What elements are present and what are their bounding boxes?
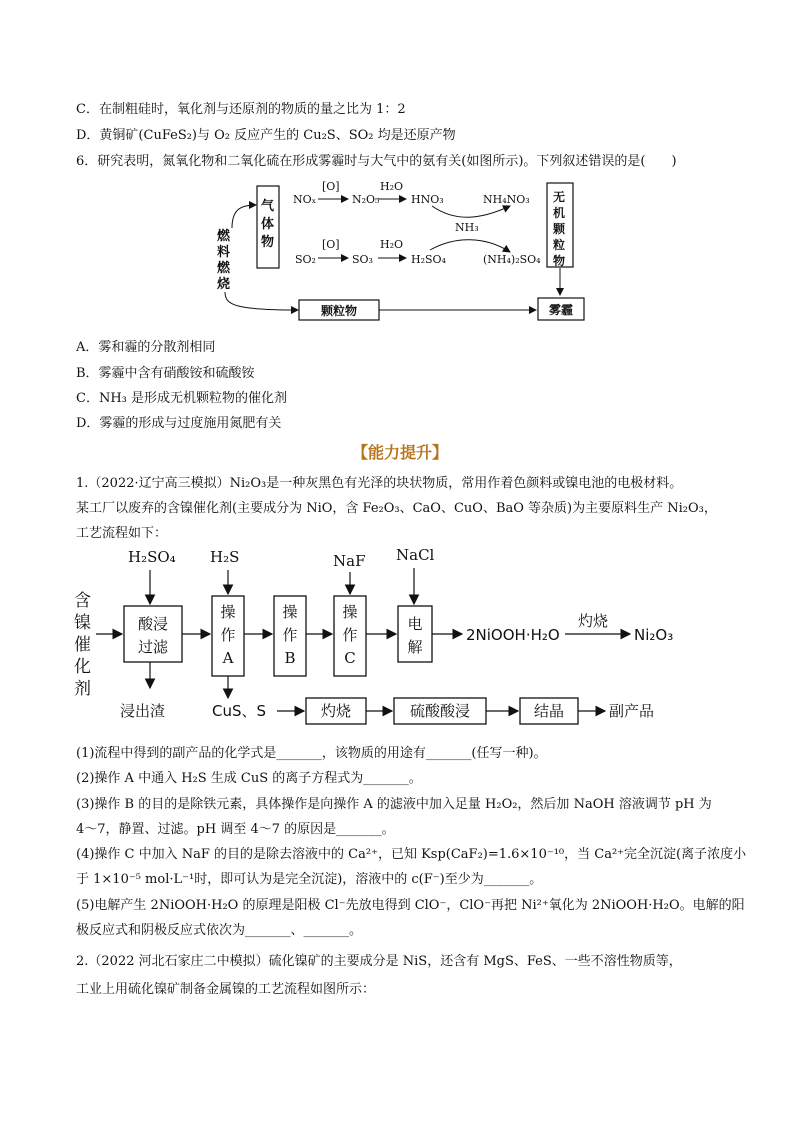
svg-text:催: 催 <box>74 635 91 655</box>
particle-box <box>299 300 379 320</box>
row2-h2o-label: H₂O <box>380 238 404 251</box>
box-operation-c <box>334 596 366 676</box>
q1-part4-line2: 于 1×10⁻⁵ mol·L⁻¹时，即可认为是完全沉淀)，溶液中的 c(F⁻)至少为_______。 <box>76 872 543 887</box>
row1-hno3: HNO₃ <box>411 193 444 206</box>
svg-text:物: 物 <box>553 254 566 268</box>
particle-label: 颗粒物 <box>320 304 358 318</box>
svg-text:剂: 剂 <box>74 679 91 699</box>
byproduct-label: 副产品 <box>609 702 655 720</box>
nh3-label: NH₃ <box>455 221 479 234</box>
svg-text:C: C <box>344 649 356 667</box>
svg-text:B: B <box>284 649 296 667</box>
q1-part5-line2: 极反应式和阴极反应式依次为_______、_______。 <box>76 923 363 938</box>
svg-text:过滤: 过滤 <box>137 638 169 656</box>
fuel-combustion-label <box>216 229 231 292</box>
nh3-curve-arrow <box>430 240 510 252</box>
feed-label <box>74 591 91 699</box>
svg-text:操: 操 <box>282 603 298 621</box>
svg-text:机: 机 <box>553 206 566 220</box>
q6-option-c: C．NH₃ 是形成无机颗粒物的催化剂 <box>76 391 288 406</box>
q2-line2: 工业上用硫化镍矿制备金属镍的工艺流程如图所示： <box>76 982 376 997</box>
q1-intro-line1: 1.（2022·辽宁高三模拟）Ni₂O₃是一种灰黑色有光泽的块状物质，常用作着色颜料或镍电池的电极材料。 <box>76 476 683 491</box>
row2-h2so4: H₂SO₄ <box>411 253 446 266</box>
inorganic-particle-label <box>552 189 566 268</box>
q6-option-d: D．雾霾的形成与过度施用氮肥有关 <box>76 416 282 431</box>
svg-text:燃: 燃 <box>217 229 231 244</box>
svg-text:颗: 颗 <box>553 222 566 236</box>
gas-box-label <box>261 198 275 250</box>
q1-part3-line2: 4～7，静置、过滤。pH 调至 4～7 的原因是_______。 <box>76 822 395 837</box>
svg-text:料: 料 <box>217 245 231 260</box>
svg-text:化: 化 <box>74 657 91 677</box>
svg-text:电: 电 <box>407 615 423 633</box>
q1-part1: (1)流程中得到的副产品的化学式是_______，该物质的用途有_______(任写一种)。 <box>76 746 547 761</box>
q1-part5-line1: (5)电解产生 2NiOOH·H₂O 的原理是阳极 Cl⁻先放电得到 ClO⁻，ClO⁻再把 Ni²⁺氧化为 2NiOOH·H₂O。电解的阳 <box>76 898 745 913</box>
svg-text:硫酸酸浸: 硫酸酸浸 <box>409 702 471 720</box>
reagent-nacl: NaCl <box>396 546 435 564</box>
q1-intro-line2: 某工厂以废弃的含镍催化剂(主要成分为 NiO，含 Fe₂O₃、CaO、CuO、BaO 等杂质)为主要原料生产 Ni₂O₃， <box>76 501 717 516</box>
haze-label: 雾霾 <box>548 303 574 317</box>
svg-text:A: A <box>222 649 234 667</box>
svg-text:体: 体 <box>261 217 275 232</box>
svg-text:灼烧: 灼烧 <box>320 702 352 720</box>
calcine-label: 灼烧 <box>578 612 609 630</box>
svg-text:作: 作 <box>342 626 358 644</box>
svg-text:物: 物 <box>261 235 275 250</box>
svg-text:操: 操 <box>220 603 236 621</box>
svg-text:粒: 粒 <box>553 238 566 252</box>
box-operation-b <box>274 596 306 676</box>
box-calcine <box>306 698 366 724</box>
option-c-prev: C．在制粗硅时，氧化剂与还原剂的物质的量之比为 1：2 <box>76 102 406 117</box>
svg-text:镍: 镍 <box>74 613 91 633</box>
q1-part2: (2)操作 A 中通入 H₂S 生成 CuS 的离子方程式为_______。 <box>76 771 422 786</box>
q2-line1: 2.（2022 河北石家庄二中模拟）硫化镍矿的主要成分是 NiS，还含有 MgS、FeS、一些不溶性物质等， <box>76 954 682 969</box>
q6-option-b: B．雾霾中含有硝酸铵和硫酸铵 <box>76 366 255 381</box>
row2-so2: SO₂ <box>295 253 316 266</box>
row2-o-label: [O] <box>322 238 340 251</box>
svg-text:气: 气 <box>261 199 275 214</box>
haze-box <box>538 298 584 320</box>
fuel-to-gas-arrow <box>232 205 256 228</box>
row2-so3: SO₃ <box>352 253 373 266</box>
box-crystallize <box>520 698 578 724</box>
product-nioohh2o: 2NiOOH·H₂O <box>466 626 560 644</box>
row1-curve-arrow <box>432 206 510 217</box>
reagent-naf: NaF <box>333 552 366 570</box>
row1-h2o-label: H₂O <box>380 180 404 193</box>
q6-option-a: A．雾和霾的分散剂相同 <box>76 340 216 355</box>
svg-text:含: 含 <box>74 591 91 611</box>
svg-text:无: 无 <box>553 190 566 204</box>
fuel-to-particle-arrow <box>225 292 298 310</box>
cus-s-label: CuS、S <box>212 702 267 720</box>
product-ni2o3: Ni₂O₃ <box>634 626 674 644</box>
option-d-prev: D．黄铜矿(CuFeS₂)与 O₂ 反应产生的 Cu₂S、SO₂ 均是还原产物 <box>76 128 456 143</box>
svg-text:作: 作 <box>282 626 298 644</box>
section-title: 【能力提升】 <box>351 443 448 462</box>
svg-text:结晶: 结晶 <box>533 702 565 720</box>
inorganic-particle-box <box>547 183 573 267</box>
row2-nh4so4: (NH₄)₂SO₄ <box>483 253 541 266</box>
svg-text:作: 作 <box>220 626 236 644</box>
q1-part4-line1: (4)操作 C 中加入 NaF 的目的是除去溶液中的 Ca²⁺，已知 Ksp(CaF₂)=1.6×10⁻¹⁰，当 Ca²⁺完全沉淀(离子浓度小 <box>76 847 747 862</box>
row1-n2o5: N₂O₅ <box>352 193 380 206</box>
reagent-h2s: H₂S <box>210 548 240 566</box>
q1-intro-line3: 工艺流程如下： <box>76 526 168 541</box>
box-acid-leach <box>124 606 182 662</box>
row1-nox: NOₓ <box>293 193 317 206</box>
question-6-stem: 6．研究表明，氮氧化物和二氧化硫在形成雾霾时与大气中的氨有关(如图所示)。下列叙述错误的是( ) <box>76 154 677 169</box>
row1-nh4no3: NH₄NO₃ <box>483 193 530 206</box>
svg-text:操: 操 <box>342 603 358 621</box>
residue-label: 浸出渣 <box>120 702 166 720</box>
box-electrolysis <box>398 606 432 662</box>
row1-o-label: [O] <box>322 180 340 193</box>
reagent-h2so4: H₂SO₄ <box>128 548 176 566</box>
q1-part3-line1: (3)操作 B 的目的是除铁元素，具体操作是向操作 A 的滤液中加入足量 H₂O₂，然后加 NaOH 溶液调节 pH 为 <box>76 797 712 812</box>
svg-text:解: 解 <box>407 638 423 656</box>
svg-text:酸浸: 酸浸 <box>137 615 169 633</box>
gas-box <box>257 186 279 268</box>
svg-text:烧: 烧 <box>217 277 231 292</box>
box-operation-a <box>212 596 244 676</box>
svg-text:燃: 燃 <box>217 261 231 276</box>
box-sulfuric-leach <box>394 698 486 724</box>
